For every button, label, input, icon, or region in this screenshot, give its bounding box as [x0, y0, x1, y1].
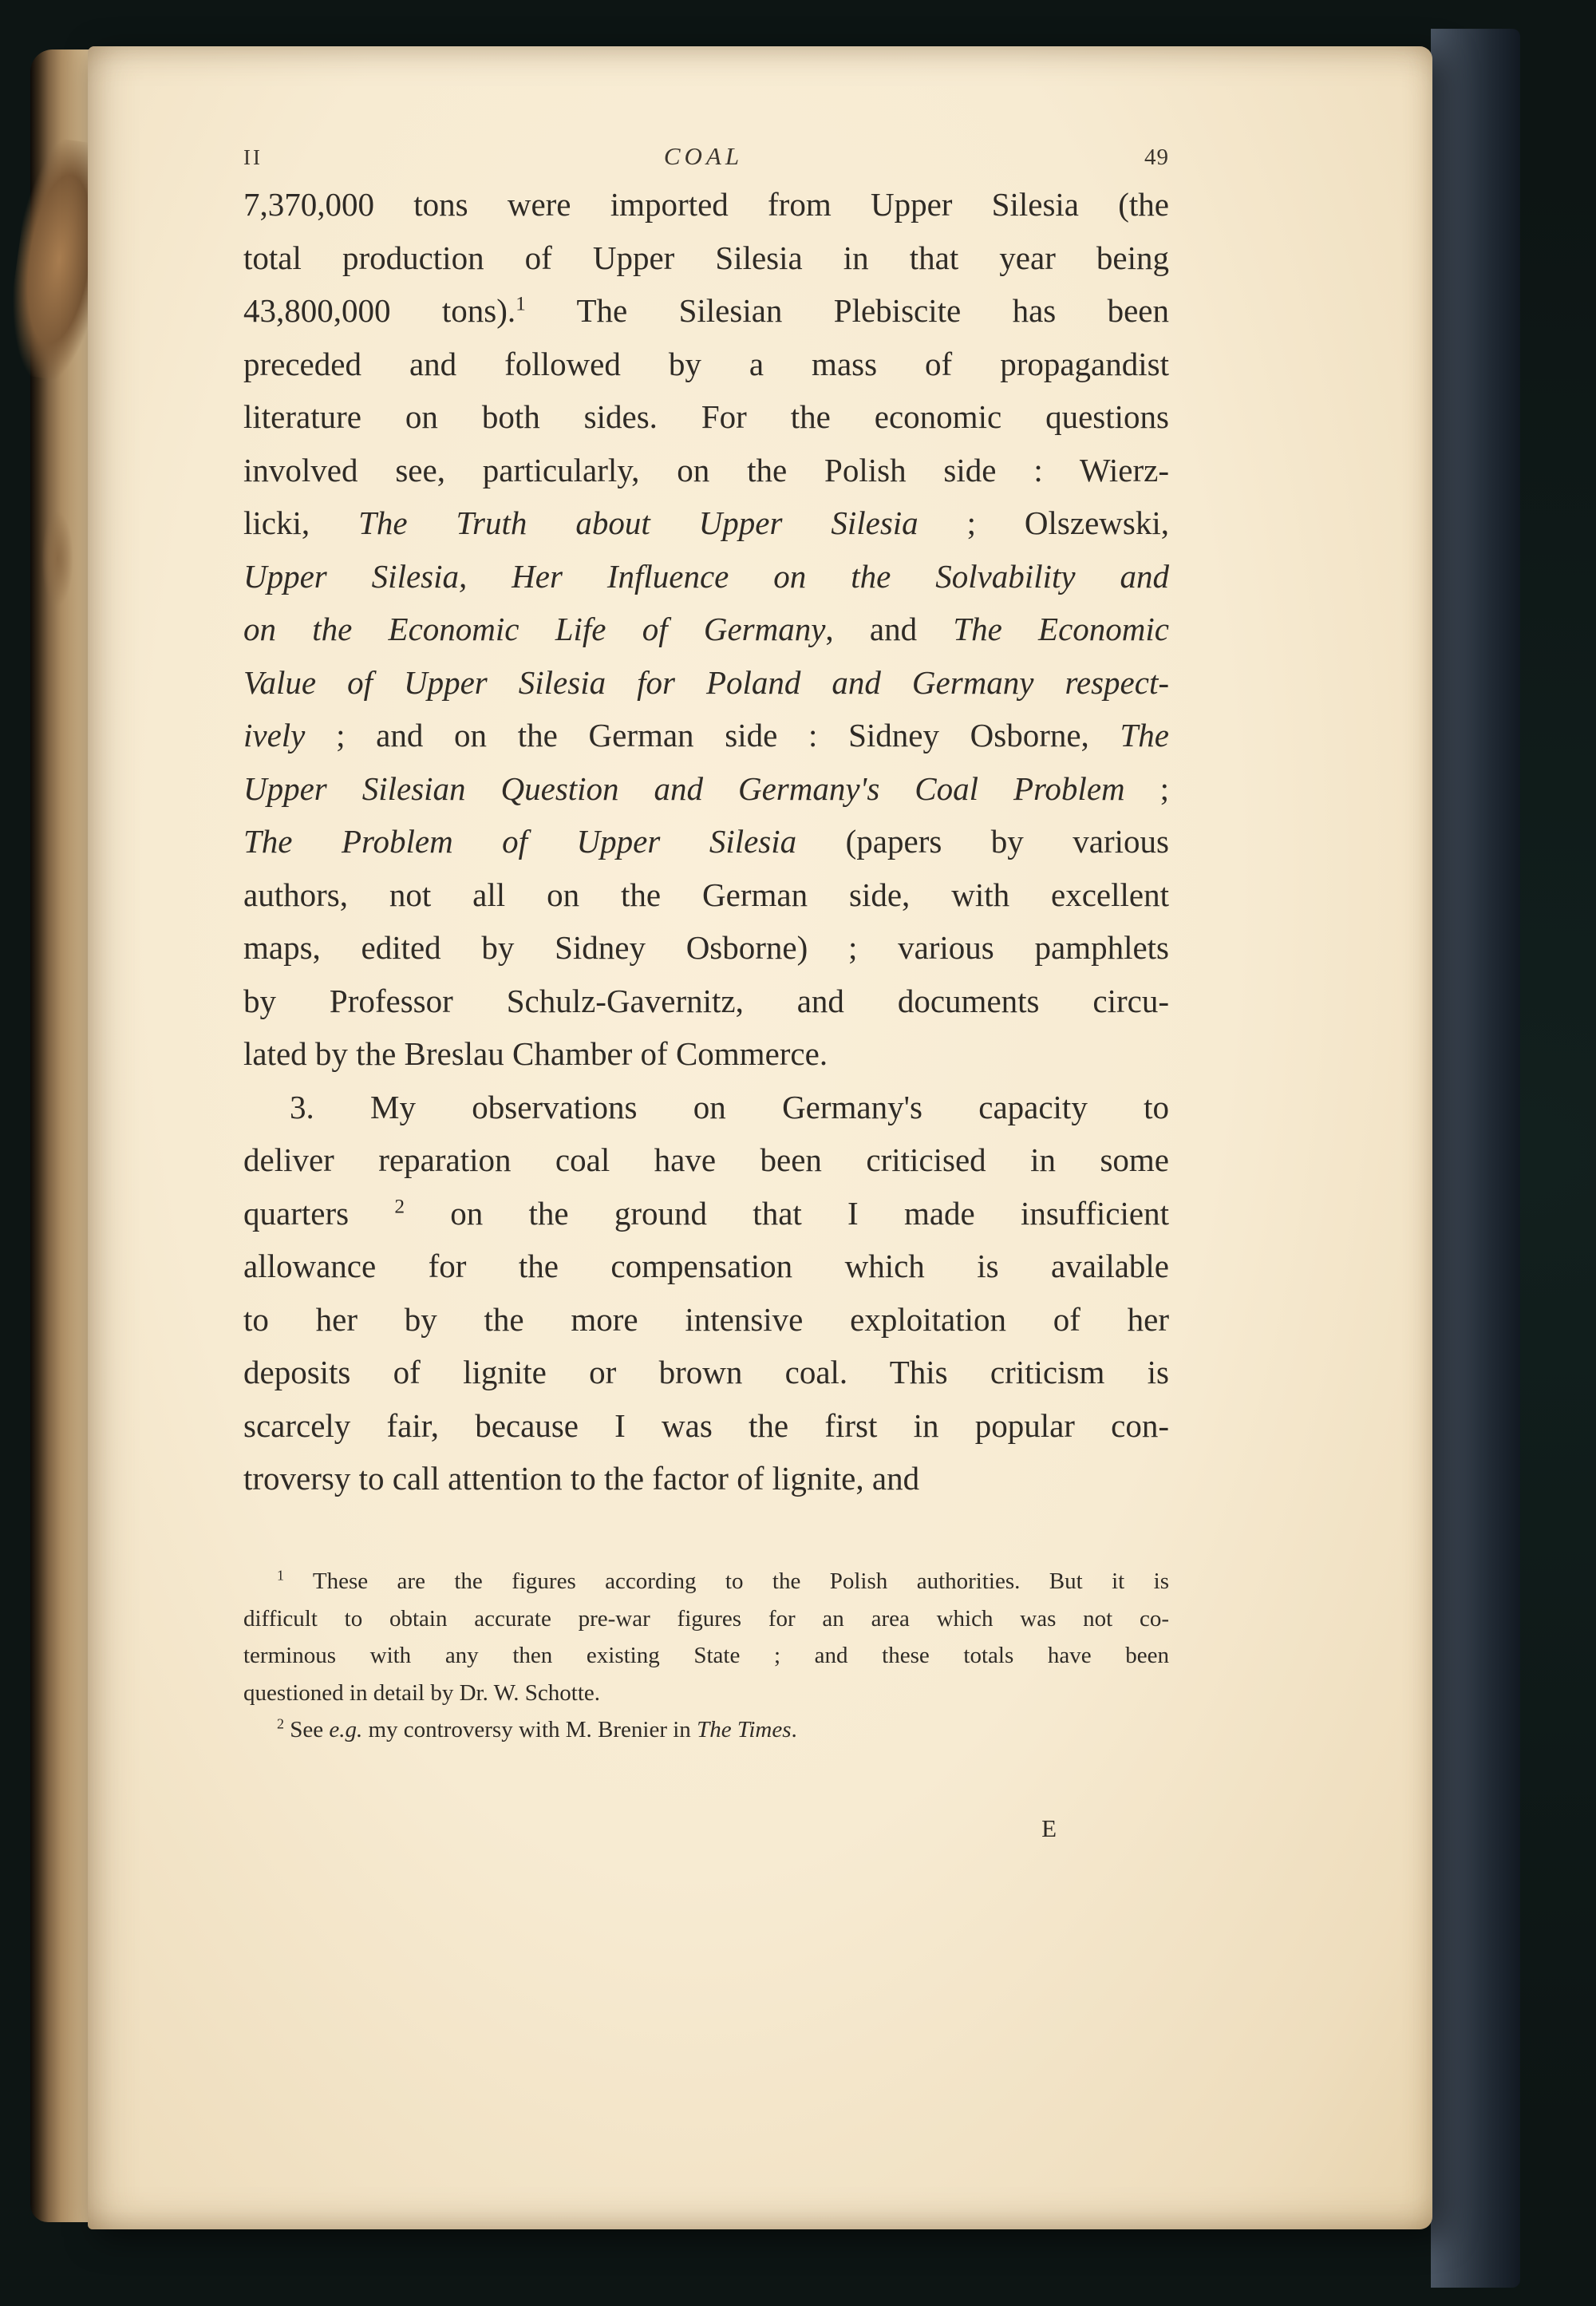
text-line: [243, 1346, 1169, 1399]
italic-text-run: e.g.: [329, 1717, 363, 1742]
text-run: (papers by various: [796, 823, 1170, 860]
text-run: difficult to obtain accurate pre-war figures for an area which was not co-: [243, 1605, 1169, 1632]
text-line: [243, 550, 1169, 603]
text-line: [243, 656, 1169, 710]
text-line: [243, 1399, 1169, 1453]
text-line: [243, 1452, 1169, 1505]
text-line: [243, 1293, 1169, 1347]
text-line: [243, 496, 1169, 550]
text-run: maps, edited by Sidney Osborne) ; various pamphlets: [243, 929, 1169, 966]
italic-text-run: on the Economic Life of Germany: [243, 611, 826, 647]
text-line: [243, 338, 1169, 391]
text-line: [243, 815, 1169, 868]
text-run: terminous with any then existing State ; and these totals have been: [243, 1643, 1169, 1668]
text-run: quarters: [243, 1194, 395, 1232]
italic-text-run: Value of Upper Silesia for Poland and Germany respect-: [243, 663, 1169, 701]
text-line: [243, 444, 1169, 497]
text-run: 7,370,000 tons were imported from Upper Silesia (the: [243, 186, 1169, 223]
footnotes-block: [243, 1563, 1169, 1749]
text-run: deliver reparation coal have been criticised in some: [243, 1141, 1169, 1178]
text-run: authors, not all on the German side, with excellent: [243, 876, 1169, 913]
page-edge-stain-small: [41, 511, 73, 607]
body-text-block: [243, 178, 1169, 1505]
text-run: allowance for the compensation which is available: [243, 1248, 1169, 1284]
text-run: See: [283, 1717, 330, 1742]
text-line: [243, 178, 1169, 231]
text-line: [243, 1711, 1169, 1749]
text-line: [243, 1600, 1169, 1638]
text-line: [243, 603, 1169, 656]
italic-text-run: The Economic: [953, 611, 1169, 647]
italic-text-run: The Times: [697, 1717, 792, 1742]
text-run: involved see, particularly, on the Polish side : Wierz-: [243, 451, 1169, 488]
italic-text-run: ively: [243, 717, 306, 754]
text-run: These are the figures according to the Polish authorities. But it is: [283, 1568, 1169, 1594]
text-run: questioned in detail by Dr. W. Schotte.: [243, 1679, 601, 1706]
footnote-marker: 2: [277, 1715, 284, 1732]
text-run: to her by the more intensive exploitation of her: [243, 1300, 1169, 1338]
text-line: [243, 1133, 1169, 1187]
text-run: licki,: [243, 504, 359, 541]
text-line: [243, 284, 1169, 338]
text-line: [243, 709, 1169, 762]
text-run: deposits of lignite or brown coal. This criticism is: [243, 1354, 1169, 1390]
text-run: by Professor Schulz-Gavernitz, and documents circu-: [243, 982, 1169, 1019]
text-line: [243, 921, 1169, 975]
italic-text-run: The Problem of Upper Silesia: [243, 823, 797, 860]
chapter-number: II: [243, 145, 263, 169]
text-line: [243, 1675, 1169, 1712]
page-number: 49: [1144, 144, 1169, 170]
footnote-marker: 1: [277, 1567, 284, 1584]
footnote-marker: 1: [516, 292, 526, 315]
text-run: 3. My observations on Germany's capacity to: [290, 1088, 1169, 1125]
book-cover-right: [1431, 29, 1520, 2288]
text-line: [243, 868, 1169, 922]
italic-text-run: Upper Silesia, Her Influence on the Solvability and: [243, 557, 1169, 595]
signature-mark: E: [1041, 1814, 1057, 1842]
running-header: [243, 142, 1169, 171]
text-line: [243, 1081, 1169, 1134]
italic-text-run: The Truth about Upper Silesia: [358, 504, 918, 541]
text-run: ; Olszewski,: [918, 504, 1169, 541]
book-page: [88, 46, 1432, 2229]
text-run: The Silesian Plebiscite has been: [525, 292, 1169, 329]
text-run: total production of Upper Silesia in that year being: [243, 239, 1169, 276]
text-line: [243, 390, 1169, 444]
italic-text-run: The: [1120, 717, 1169, 754]
text-run: , and: [825, 611, 954, 647]
text-line: [243, 975, 1169, 1028]
text-run: scarcely fair, because I was the first in popular con-: [243, 1406, 1169, 1444]
text-run: my controversy with M. Brenier in: [362, 1717, 697, 1742]
text-line: [243, 1637, 1169, 1675]
italic-text-run: Upper Silesian Question and Germany's Coal Problem: [243, 769, 1125, 807]
text-line: [243, 231, 1169, 285]
text-run: .: [791, 1717, 797, 1742]
text-line: [243, 1027, 1169, 1081]
text-line: [243, 1563, 1169, 1600]
text-line: [243, 1240, 1169, 1293]
text-line: [243, 1187, 1169, 1240]
text-line: [243, 762, 1169, 816]
text-run: on the ground that I made insufficient: [405, 1194, 1169, 1232]
text-run: ; and on the German side : Sidney Osborne,: [305, 717, 1120, 754]
footnote-marker: 2: [394, 1194, 405, 1217]
text-run: 43,800,000 tons).: [243, 292, 516, 329]
text-run: ;: [1124, 769, 1169, 807]
running-title: COAL: [663, 142, 744, 170]
text-run: lated by the Breslau Chamber of Commerce.: [243, 1035, 828, 1072]
text-run: literature on both sides. For the economic questions: [243, 398, 1169, 435]
text-run: preceded and followed by a mass of propagandist: [243, 345, 1169, 382]
text-run: troversy to call attention to the factor of lignite, and: [243, 1460, 920, 1497]
